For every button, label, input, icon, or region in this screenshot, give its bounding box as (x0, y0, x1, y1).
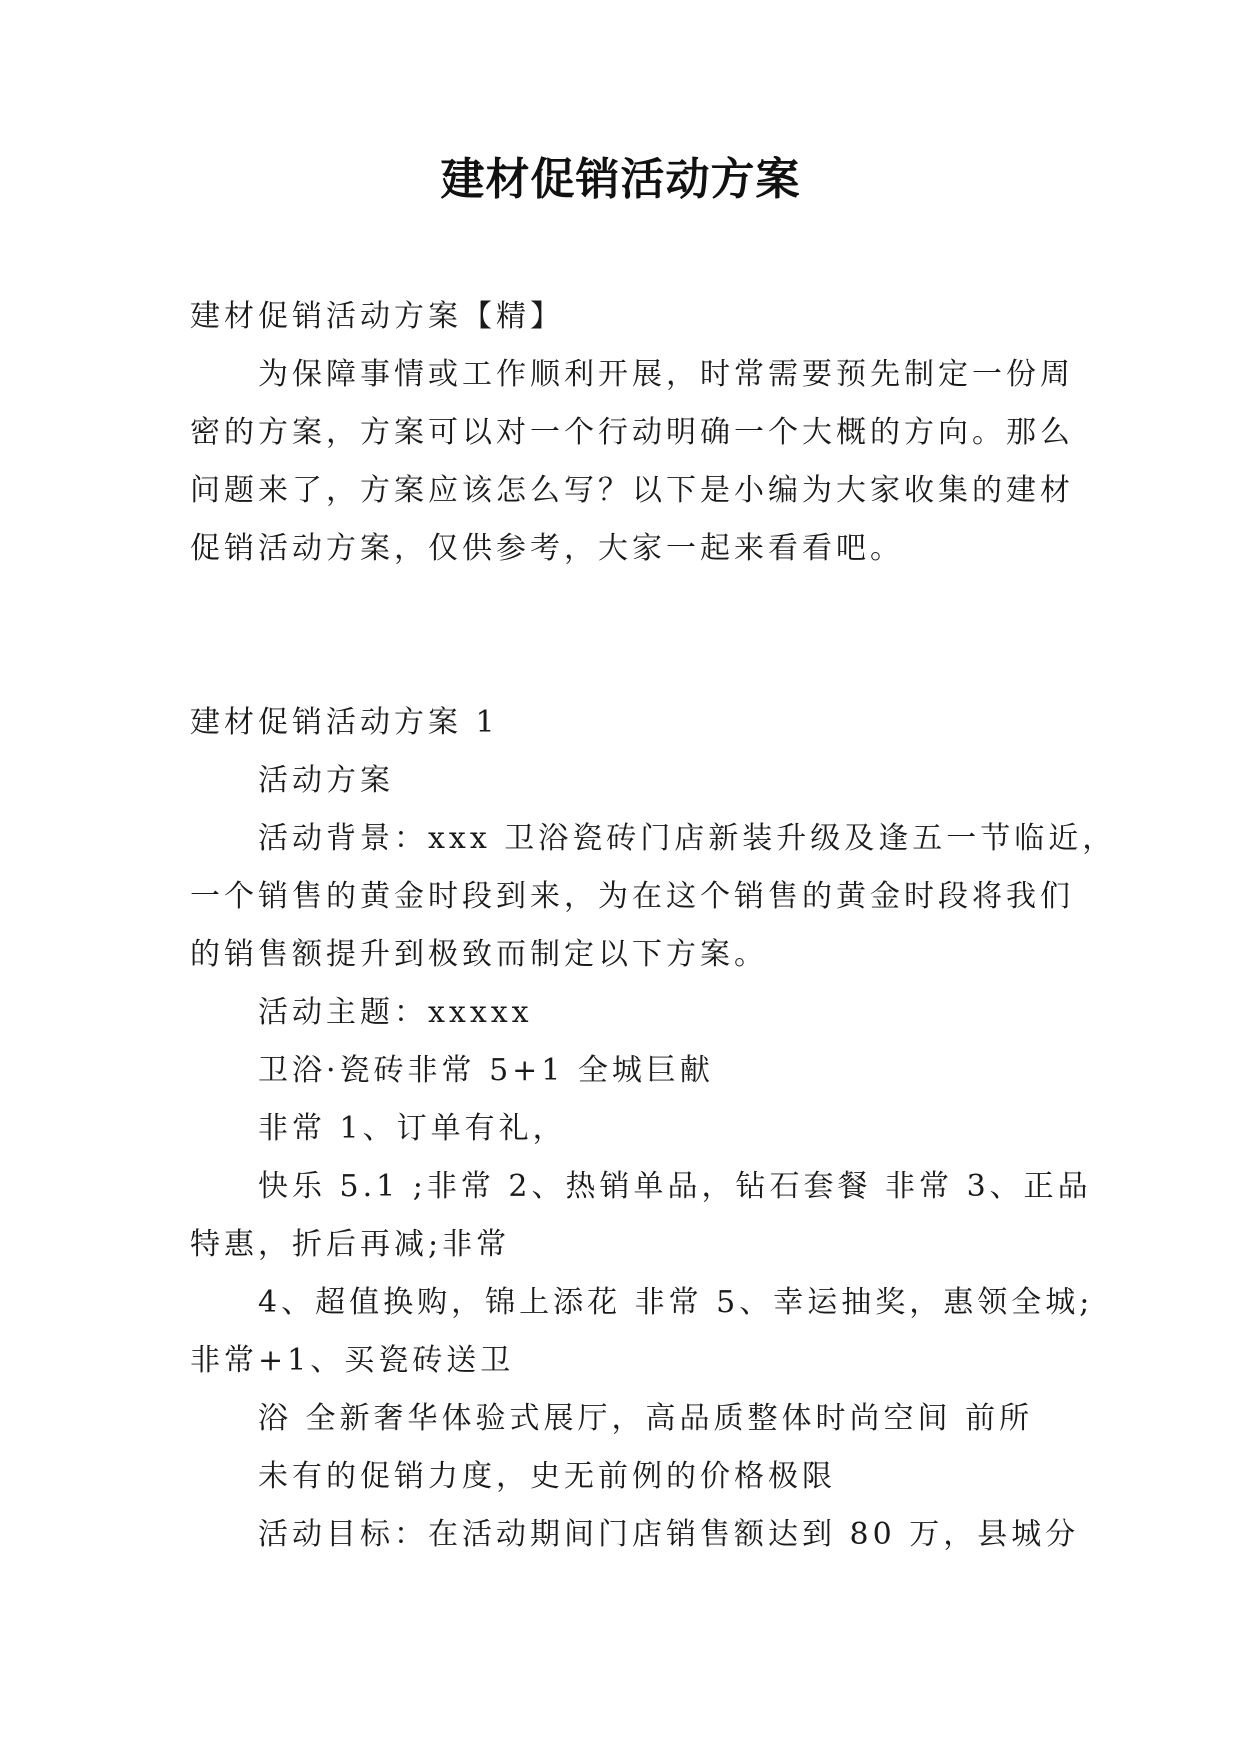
section-line: 活动目标：在活动期间门店销售额达到 80 万，县城分 (258, 1517, 1080, 1552)
section-content (190, 752, 1117, 1564)
document-subtitle: 建材促销活动方案【精】 (190, 299, 564, 334)
section-line: 4、超值换购，锦上添花 非常 5、幸运抽奖，惠领全城; (258, 1285, 1094, 1320)
intro-line: 促销活动方案，仅供参考，大家一起来看看吧。 (190, 531, 904, 566)
intro-line: 问题来了，方案应该怎么写？以下是小编为大家收集的建材 (190, 473, 1074, 508)
intro-line: 密的方案，方案可以对一个行动明确一个大概的方向。那么 (190, 415, 1074, 450)
paragraph-gap (190, 578, 1060, 694)
document-body (190, 288, 1117, 1564)
document-title: 建材促销活动方案 (440, 154, 801, 205)
section-line: 浴 全新奢华体验式展厅，高品质整体时尚空间 前所 (258, 1401, 1034, 1436)
section-line: 特惠，折后再减;非常 (190, 1227, 511, 1262)
section-heading: 建材促销活动方案 1 (190, 705, 499, 740)
intro-line: 为保障事情或工作顺利开展，时常需要预先制定一份周 (258, 357, 1074, 392)
section-line: 快乐 5.1 ;非常 2、热销单品，钻石套餐 非常 3、正品 (258, 1169, 1092, 1204)
section-line: 一个销售的黄金时段到来，为在这个销售的黄金时段将我们 (190, 879, 1074, 914)
section-line: 活动方案 (258, 763, 394, 798)
section-line: 活动主题：xxxxx (258, 995, 533, 1030)
section-line: 卫浴·瓷砖非常 5+1 全城巨献 (258, 1053, 714, 1088)
section-line: 非常+1、买瓷砖送卫 (190, 1343, 515, 1378)
section-line: 活动背景：xxx 卫浴瓷砖门店新装升级及逢五一节临近， (258, 821, 1117, 856)
section-line: 未有的促销力度，史无前例的价格极限 (258, 1459, 836, 1494)
section-line: 非常 1、订单有礼， (258, 1111, 567, 1146)
section-line: 的销售额提升到极致而制定以下方案。 (190, 937, 768, 972)
